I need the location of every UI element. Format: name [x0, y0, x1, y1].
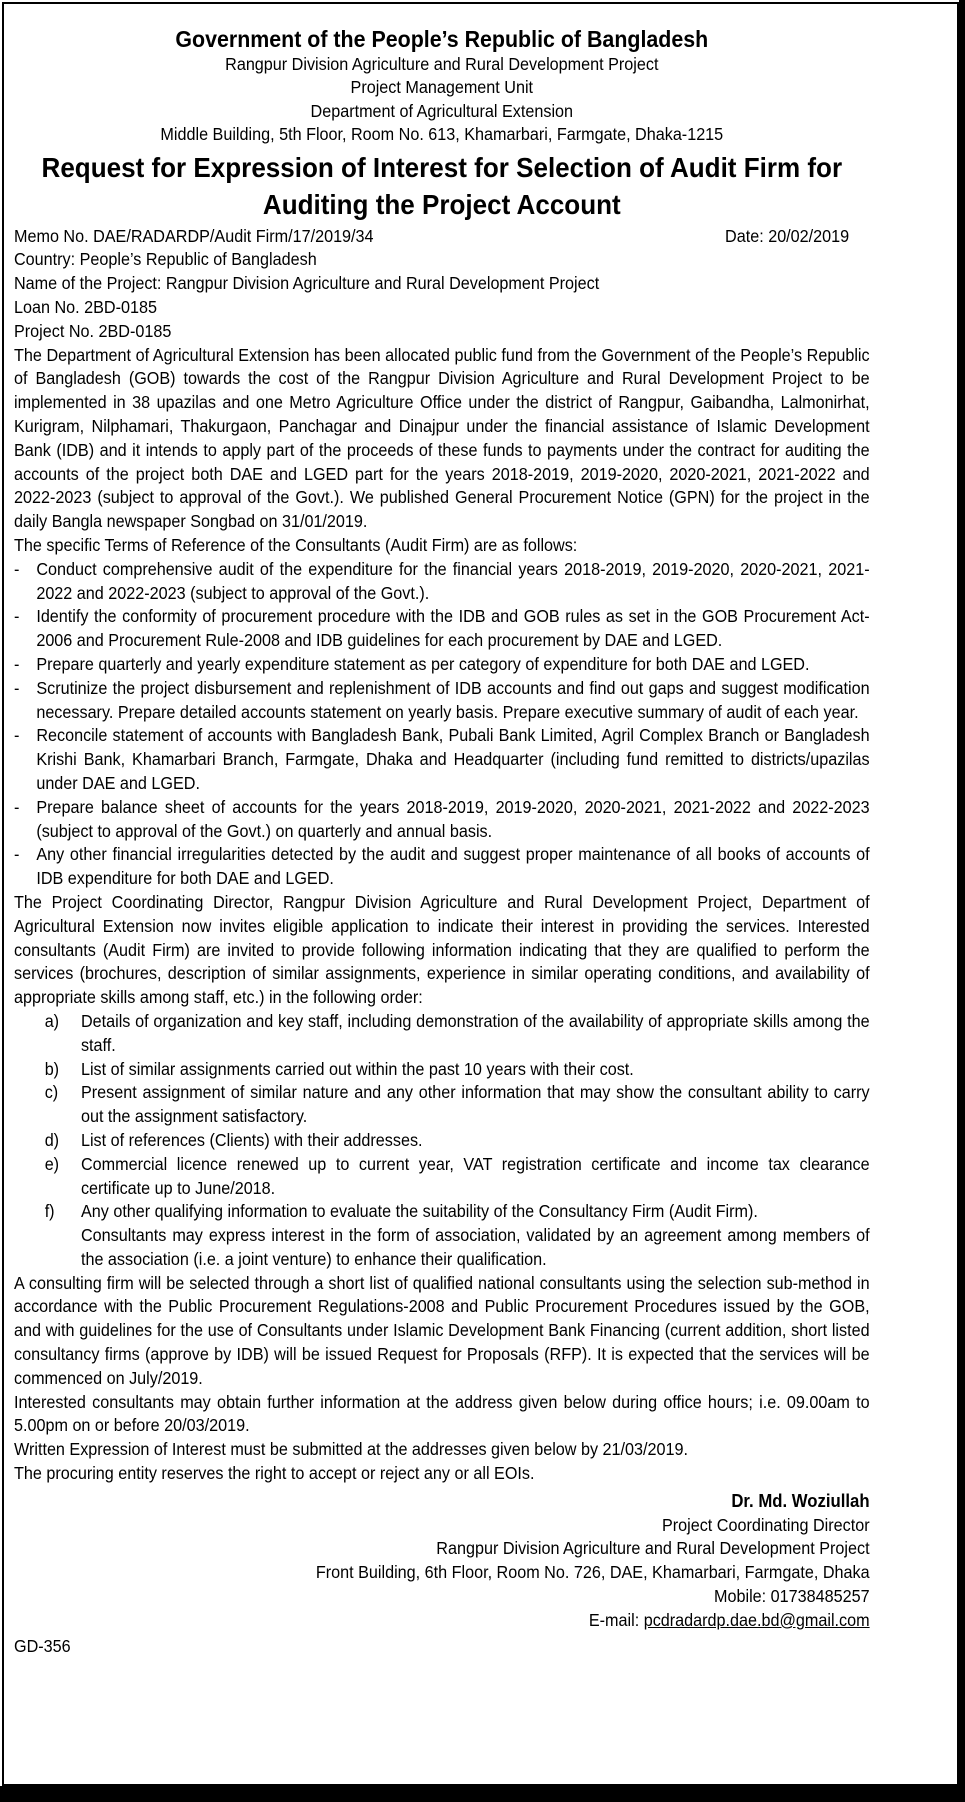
list-marker: - [14, 653, 20, 674]
memo-date: Date: 20/02/2019 [725, 225, 850, 246]
list-item: - Scrutinize the project disbursement and replenishment of IDB accounts and find out gaps and suggest modification necessary. Prepare detailed accounts statement on yearly basis. Prepare executive summary of audit of each year. [14, 677, 870, 722]
list-marker: - [14, 796, 20, 817]
project-number-line: Project No. 2BD-0185 [14, 320, 172, 341]
selection-paragraph: A consulting firm will be selected through a short list of qualified national consultants using the selection sub-method in accordance with the Public Procurement Regulations-2008 and Public Procurement Procedures issued by the GOB, and with guidelines for the use of Consultants under Islamic Development Bank Financing (current addition, short listed consultancy firms (approve by IDB) will be issued Request for Proposals (RFP). It is expected that the services will be commenced on July/2019. [14, 1272, 870, 1388]
list-marker: - [14, 844, 20, 865]
intro-paragraph: The Department of Agricultural Extension has been allocated public fund from the Government of the People’s Republic of Bangladesh (GOB) towards the cost of the Rangpur Division Agriculture and Rural Development Project to be implemented in 38 upazilas and one Metro Agriculture Office under the district of Rangpur, Gaibandha, Lalmonirhat, Kurigram, Nilphamari, Thakurgaon, Panchagar and Dinajpur under the financial assistance of Islamic Development Bank (IDB) and it intends to apply part of the proceeds of these funds to payments under the contract for auditing the accounts of the project both DAE and LGED part for the years 2018-2019, 2019-2020, 2020-2021, 2021-2022 and 2022-2023 (subject to approval of the Govt.). We published General Procurement Notice (GPN) for the project in the daily Bangla newspaper Songbad on 31/01/2019. [14, 344, 870, 532]
memo-row [14, 225, 870, 249]
email-link[interactable]: pcdradardp.dae.bd@gmail.com [643, 1609, 870, 1630]
signatory-address: Front Building, 6th Floor, Room No. 726, DAE, Khamarbari, Farmgate, Dhaka [315, 1562, 870, 1583]
signatory-mobile: Mobile: 01738485257 [714, 1586, 870, 1607]
scan-edge-right [959, 0, 965, 1802]
list-item: d) List of references (Clients) with their addresses. [14, 1129, 870, 1153]
loan-line: Loan No. 2BD-0185 [14, 297, 157, 318]
project-line: Name of the Project: Rangpur Division Agriculture and Rural Development Project [14, 273, 600, 294]
signatory-project: Rangpur Division Agriculture and Rural Development Project [436, 1538, 870, 1559]
list-item: c) Present assignment of similar nature and any other information that may show the consultant ability to carry out the assignment satisfactory. [44, 1082, 870, 1127]
list-marker: d) [44, 1129, 60, 1150]
list-item: a) Details of organization and key staff, including demonstration of the availability of appropriate skills among the staff. [44, 1010, 870, 1055]
department-line: Department of Agricultural Extension [310, 100, 574, 121]
list-marker: - [14, 606, 20, 627]
office-address-line: Middle Building, 5th Floor, Room No. 613, Khamarbari, Farmgate, Dhaka-1215 [160, 124, 724, 145]
list-marker: - [14, 558, 20, 579]
government-heading: Government of the People’s Republic of Bangladesh [175, 26, 709, 52]
tor-list [14, 558, 870, 891]
office-hours-paragraph: Interested consultants may obtain further information at the address given below during office hours; i.e. 09.00am to 5.00pm on or before 20/03/2019. [14, 1391, 870, 1436]
scan-edge-bottom [0, 1786, 965, 1802]
list-item: f) Any other qualifying information to evaluate the suitability of the Consultancy Firm (Audit Firm). [14, 1200, 870, 1224]
email-label: E-mail: [588, 1609, 644, 1630]
signature-block [14, 1490, 870, 1633]
list-item: - Prepare quarterly and yearly expenditure statement as per category of expenditure for both DAE and LGED. [14, 653, 870, 677]
tor-intro: The specific Terms of Reference of the Consultants (Audit Firm) are as follows: [14, 534, 578, 555]
list-item: - Prepare balance sheet of accounts for the years 2018-2019, 2019-2020, 2020-2021, 2021-2022 and 2022-2023 (subject to approval of the Govt.) on quarterly and annual basis. [14, 796, 870, 841]
country-line: Country: People’s Republic of Bangladesh [14, 249, 317, 270]
rights-paragraph: The procuring entity reserves the right to accept or reject any or all EOIs. [14, 1463, 535, 1484]
list-item: - Any other financial irregularities detected by the audit and suggest proper maintenance of all books of accounts of IDB expenditure for both DAE and LGED. [14, 844, 870, 889]
invitation-paragraph: The Project Coordinating Director, Rangpur Division Agriculture and Rural Development Project, Department of Agricultural Extension now invites eligible application to indicate their interest in providing the services. Interested consultants (Audit Firm) are invited to provide following information indicating that they are qualified to perform the services (brochures, description of similar assignments, experience in similar operating conditions, and availability of appropriate skills among staff, etc.) in the following order: [14, 891, 870, 1008]
memo-number: Memo No. DAE/RADARDP/Audit Firm/17/2019/34 [14, 225, 374, 246]
information-list [14, 1010, 870, 1224]
list-marker: f) [44, 1201, 55, 1222]
list-item: e) Commercial licence renewed up to current year, VAT registration certificate and income tax clearance certificate up to June/2018. [44, 1153, 870, 1198]
notice-title: Request for Expression of Interest for Selection of Audit Firm for Auditing the Project Account [41, 151, 843, 220]
unit-line: Project Management Unit [350, 77, 534, 98]
signatory-designation: Project Coordinating Director [661, 1514, 870, 1535]
gd-code: GD-356 [14, 1635, 71, 1656]
list-marker: - [14, 725, 20, 746]
list-marker: e) [44, 1153, 60, 1174]
list-marker: - [14, 677, 20, 698]
project-name-line: Rangpur Division Agriculture and Rural Development Project [225, 54, 659, 74]
list-item: - Reconcile statement of accounts with Bangladesh Bank, Pubali Bank Limited, Agril Complex Branch or Bangladesh Krishi Bank, Khamarbari Branch, Farmgate, Dhaka and Headquarter (including fund remitted to districts/upazilas under DAE and LGED. [14, 725, 870, 793]
association-paragraph: Consultants may express interest in the form of association, validated by an agreement among members of the association (i.e. a joint venture) to enhance their qualification. [80, 1225, 870, 1269]
list-item: - Conduct comprehensive audit of the expenditure for the financial years 2018-2019, 2019-2020, 2020-2021, 2021-2022 and 2022-2023 (subject to approval of the Govt.). [14, 558, 870, 603]
submission-paragraph: Written Expression of Interest must be submitted at the addresses given below by 21/03/2019. [14, 1439, 688, 1460]
signatory-email-line [14, 1609, 870, 1633]
list-item: b) List of similar assignments carried out within the past 10 years with their cost. [14, 1058, 870, 1082]
signatory-name: Dr. Md. Woziullah [731, 1490, 870, 1511]
list-item: - Identify the conformity of procurement procedure with the IDB and GOB rules as set in the GOB Procurement Act- 2006 and Procurement Rule-2008 and IDB guidelines for each procurement by DAE and LGED. [14, 606, 870, 651]
notice-content [14, 26, 870, 1658]
list-marker: c) [44, 1082, 59, 1103]
list-marker: b) [44, 1058, 60, 1079]
list-marker: a) [44, 1010, 60, 1031]
